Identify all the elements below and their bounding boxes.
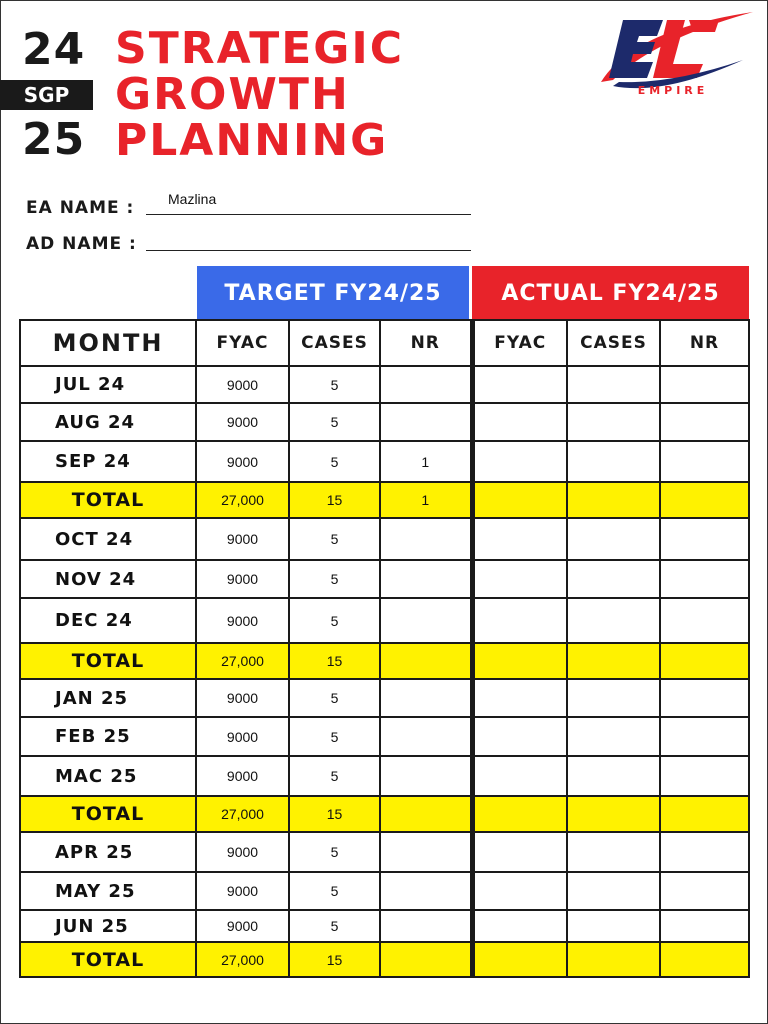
year-top: 24 bbox=[22, 24, 86, 75]
actual-fyac-cell[interactable] bbox=[472, 942, 567, 977]
ad-name-field[interactable] bbox=[146, 250, 471, 251]
target-nr-cell[interactable] bbox=[380, 942, 472, 977]
target-nr-cell[interactable] bbox=[380, 717, 472, 756]
target-cases-cell[interactable]: 5 bbox=[289, 756, 380, 796]
ea-name-field[interactable] bbox=[146, 214, 471, 215]
total-label: TOTAL bbox=[20, 796, 196, 832]
target-fyac-cell[interactable]: 27,000 bbox=[196, 482, 289, 518]
target-nr-cell[interactable] bbox=[380, 679, 472, 717]
actual-cases-cell[interactable] bbox=[567, 756, 660, 796]
month-row bbox=[20, 756, 749, 796]
target-nr-cell[interactable] bbox=[380, 403, 472, 441]
actual-nr-cell[interactable] bbox=[660, 482, 749, 518]
target-nr-cell[interactable] bbox=[380, 560, 472, 598]
target-nr-cell[interactable] bbox=[380, 643, 472, 679]
month-row bbox=[20, 518, 749, 560]
actual-fyac-cell[interactable] bbox=[472, 441, 567, 482]
target-fyac-cell[interactable]: 9000 bbox=[196, 832, 289, 872]
actual-nr-cell[interactable] bbox=[660, 717, 749, 756]
target-cases-cell[interactable]: 5 bbox=[289, 832, 380, 872]
actual-cases-cell[interactable] bbox=[567, 366, 660, 403]
title-line-1: STRATEGIC bbox=[115, 23, 405, 74]
logo-wordmark: EMPIRE bbox=[637, 84, 709, 97]
actual-fyac-cell[interactable] bbox=[472, 872, 567, 910]
target-cases-cell[interactable]: 5 bbox=[289, 441, 380, 482]
target-cases-cell[interactable]: 5 bbox=[289, 560, 380, 598]
target-cases-cell[interactable]: 5 bbox=[289, 366, 380, 403]
actual-nr-cell[interactable] bbox=[660, 679, 749, 717]
actual-cases-cell[interactable] bbox=[567, 403, 660, 441]
actual-nr-cell[interactable] bbox=[660, 441, 749, 482]
month-label: APR 25 bbox=[20, 832, 196, 872]
actual-nr-cell[interactable] bbox=[660, 910, 749, 942]
target-nr-cell[interactable] bbox=[380, 910, 472, 942]
actual-cases-cell[interactable] bbox=[567, 598, 660, 643]
month-label: FEB 25 bbox=[20, 717, 196, 756]
actual-nr-cell[interactable] bbox=[660, 942, 749, 977]
sgp-badge: SGP bbox=[0, 80, 93, 110]
actual-cases-cell[interactable] bbox=[567, 679, 660, 717]
target-fyac-cell[interactable]: 9000 bbox=[196, 403, 289, 441]
month-label: NOV 24 bbox=[20, 560, 196, 598]
target-fyac-cell[interactable]: 9000 bbox=[196, 366, 289, 403]
table-header-row bbox=[20, 320, 749, 366]
col-header-actual-fyac: FYAC bbox=[472, 320, 567, 366]
total-label: TOTAL bbox=[20, 482, 196, 518]
actual-fyac-cell[interactable] bbox=[472, 482, 567, 518]
total-label: TOTAL bbox=[20, 643, 196, 679]
actual-nr-cell[interactable] bbox=[660, 872, 749, 910]
month-label: JAN 25 bbox=[20, 679, 196, 717]
target-cases-cell[interactable]: 5 bbox=[289, 910, 380, 942]
actual-cases-cell[interactable] bbox=[567, 872, 660, 910]
actual-cases-cell[interactable] bbox=[567, 796, 660, 832]
actual-cases-cell[interactable] bbox=[567, 560, 660, 598]
ea-name-value: Mazlina bbox=[168, 191, 217, 207]
actual-fyac-cell[interactable] bbox=[472, 796, 567, 832]
actual-cases-cell[interactable] bbox=[567, 717, 660, 756]
actual-fyac-cell[interactable] bbox=[472, 643, 567, 679]
target-fyac-cell[interactable]: 9000 bbox=[196, 679, 289, 717]
target-cases-cell[interactable]: 15 bbox=[289, 796, 380, 832]
year-bottom: 25 bbox=[22, 114, 86, 165]
target-nr-cell[interactable]: 1 bbox=[380, 482, 472, 518]
ad-name-label: AD NAME : bbox=[26, 234, 137, 254]
month-label: MAY 25 bbox=[20, 872, 196, 910]
actual-nr-cell[interactable] bbox=[660, 796, 749, 832]
target-fyac-cell[interactable]: 9000 bbox=[196, 518, 289, 560]
total-row bbox=[20, 643, 749, 679]
target-nr-cell[interactable] bbox=[380, 756, 472, 796]
title-line-2: GROWTH bbox=[115, 69, 350, 120]
month-row bbox=[20, 872, 749, 910]
month-label: JUN 25 bbox=[20, 910, 196, 942]
actual-fyac-cell[interactable] bbox=[472, 403, 567, 441]
target-fyac-cell[interactable]: 27,000 bbox=[196, 942, 289, 977]
month-row bbox=[20, 366, 749, 403]
target-cases-cell[interactable]: 5 bbox=[289, 679, 380, 717]
target-fyac-cell[interactable]: 9000 bbox=[196, 441, 289, 482]
month-label: AUG 24 bbox=[20, 403, 196, 441]
actual-fyac-cell[interactable] bbox=[472, 560, 567, 598]
actual-fyac-cell[interactable] bbox=[472, 717, 567, 756]
target-nr-cell[interactable] bbox=[380, 872, 472, 910]
actual-cases-cell[interactable] bbox=[567, 910, 660, 942]
target-fyac-cell[interactable]: 9000 bbox=[196, 560, 289, 598]
target-fyac-cell[interactable]: 9000 bbox=[196, 910, 289, 942]
target-nr-cell[interactable] bbox=[380, 598, 472, 643]
month-row bbox=[20, 832, 749, 872]
target-nr-cell[interactable] bbox=[380, 832, 472, 872]
target-fyac-cell[interactable]: 9000 bbox=[196, 756, 289, 796]
actual-cases-cell[interactable] bbox=[567, 482, 660, 518]
actual-fyac-cell[interactable] bbox=[472, 598, 567, 643]
actual-nr-cell[interactable] bbox=[660, 366, 749, 403]
actual-nr-cell[interactable] bbox=[660, 560, 749, 598]
actual-nr-cell[interactable] bbox=[660, 832, 749, 872]
actual-fyac-cell[interactable] bbox=[472, 910, 567, 942]
target-cases-cell[interactable]: 5 bbox=[289, 403, 380, 441]
total-label: TOTAL bbox=[20, 942, 196, 977]
target-cases-cell[interactable]: 5 bbox=[289, 717, 380, 756]
actual-fyac-cell[interactable] bbox=[472, 679, 567, 717]
month-label: DEC 24 bbox=[20, 598, 196, 643]
month-label: JUL 24 bbox=[20, 366, 196, 403]
col-header-target-fyac: FYAC bbox=[196, 320, 289, 366]
total-row bbox=[20, 796, 749, 832]
actual-cases-cell[interactable] bbox=[567, 942, 660, 977]
month-row bbox=[20, 441, 749, 482]
actual-nr-cell[interactable] bbox=[660, 518, 749, 560]
actual-cases-cell[interactable] bbox=[567, 441, 660, 482]
target-cases-cell[interactable]: 5 bbox=[289, 518, 380, 560]
actual-nr-cell[interactable] bbox=[660, 756, 749, 796]
target-cases-cell[interactable]: 15 bbox=[289, 643, 380, 679]
target-fyac-cell[interactable]: 27,000 bbox=[196, 643, 289, 679]
target-cases-cell[interactable]: 15 bbox=[289, 942, 380, 977]
total-row bbox=[20, 482, 749, 518]
month-row bbox=[20, 403, 749, 441]
col-header-target-nr: NR bbox=[380, 320, 472, 366]
actual-banner: ACTUAL FY24/25 bbox=[472, 266, 749, 319]
total-row bbox=[20, 942, 749, 977]
actual-nr-cell[interactable] bbox=[660, 403, 749, 441]
month-row bbox=[20, 679, 749, 717]
target-cases-cell[interactable]: 5 bbox=[289, 872, 380, 910]
target-cases-cell[interactable]: 15 bbox=[289, 482, 380, 518]
month-row bbox=[20, 910, 749, 942]
col-header-month: MONTH bbox=[20, 320, 196, 366]
actual-cases-cell[interactable] bbox=[567, 643, 660, 679]
target-fyac-cell[interactable]: 9000 bbox=[196, 598, 289, 643]
month-row bbox=[20, 560, 749, 598]
actual-cases-cell[interactable] bbox=[567, 518, 660, 560]
month-row bbox=[20, 598, 749, 643]
col-header-actual-nr: NR bbox=[660, 320, 749, 366]
actual-fyac-cell[interactable] bbox=[472, 366, 567, 403]
month-label: MAC 25 bbox=[20, 756, 196, 796]
target-nr-cell[interactable] bbox=[380, 796, 472, 832]
target-nr-cell[interactable] bbox=[380, 366, 472, 403]
actual-nr-cell[interactable] bbox=[660, 598, 749, 643]
col-header-actual-cases: CASES bbox=[567, 320, 660, 366]
ea-name-label: EA NAME : bbox=[26, 198, 135, 218]
actual-fyac-cell[interactable] bbox=[472, 518, 567, 560]
month-label: SEP 24 bbox=[20, 441, 196, 482]
actual-fyac-cell[interactable] bbox=[472, 832, 567, 872]
target-fyac-cell[interactable]: 9000 bbox=[196, 717, 289, 756]
title-line-3: PLANNING bbox=[115, 115, 389, 166]
target-nr-cell[interactable]: 1 bbox=[380, 441, 472, 482]
actual-nr-cell[interactable] bbox=[660, 643, 749, 679]
target-cases-cell[interactable]: 5 bbox=[289, 598, 380, 643]
planning-table bbox=[19, 319, 750, 978]
target-fyac-cell[interactable]: 27,000 bbox=[196, 796, 289, 832]
actual-fyac-cell[interactable] bbox=[472, 756, 567, 796]
month-row bbox=[20, 717, 749, 756]
month-label: OCT 24 bbox=[20, 518, 196, 560]
target-fyac-cell[interactable]: 9000 bbox=[196, 872, 289, 910]
actual-cases-cell[interactable] bbox=[567, 832, 660, 872]
page-title bbox=[115, 23, 405, 166]
target-nr-cell[interactable] bbox=[380, 518, 472, 560]
target-banner: TARGET FY24/25 bbox=[197, 266, 469, 319]
col-header-target-cases: CASES bbox=[289, 320, 380, 366]
